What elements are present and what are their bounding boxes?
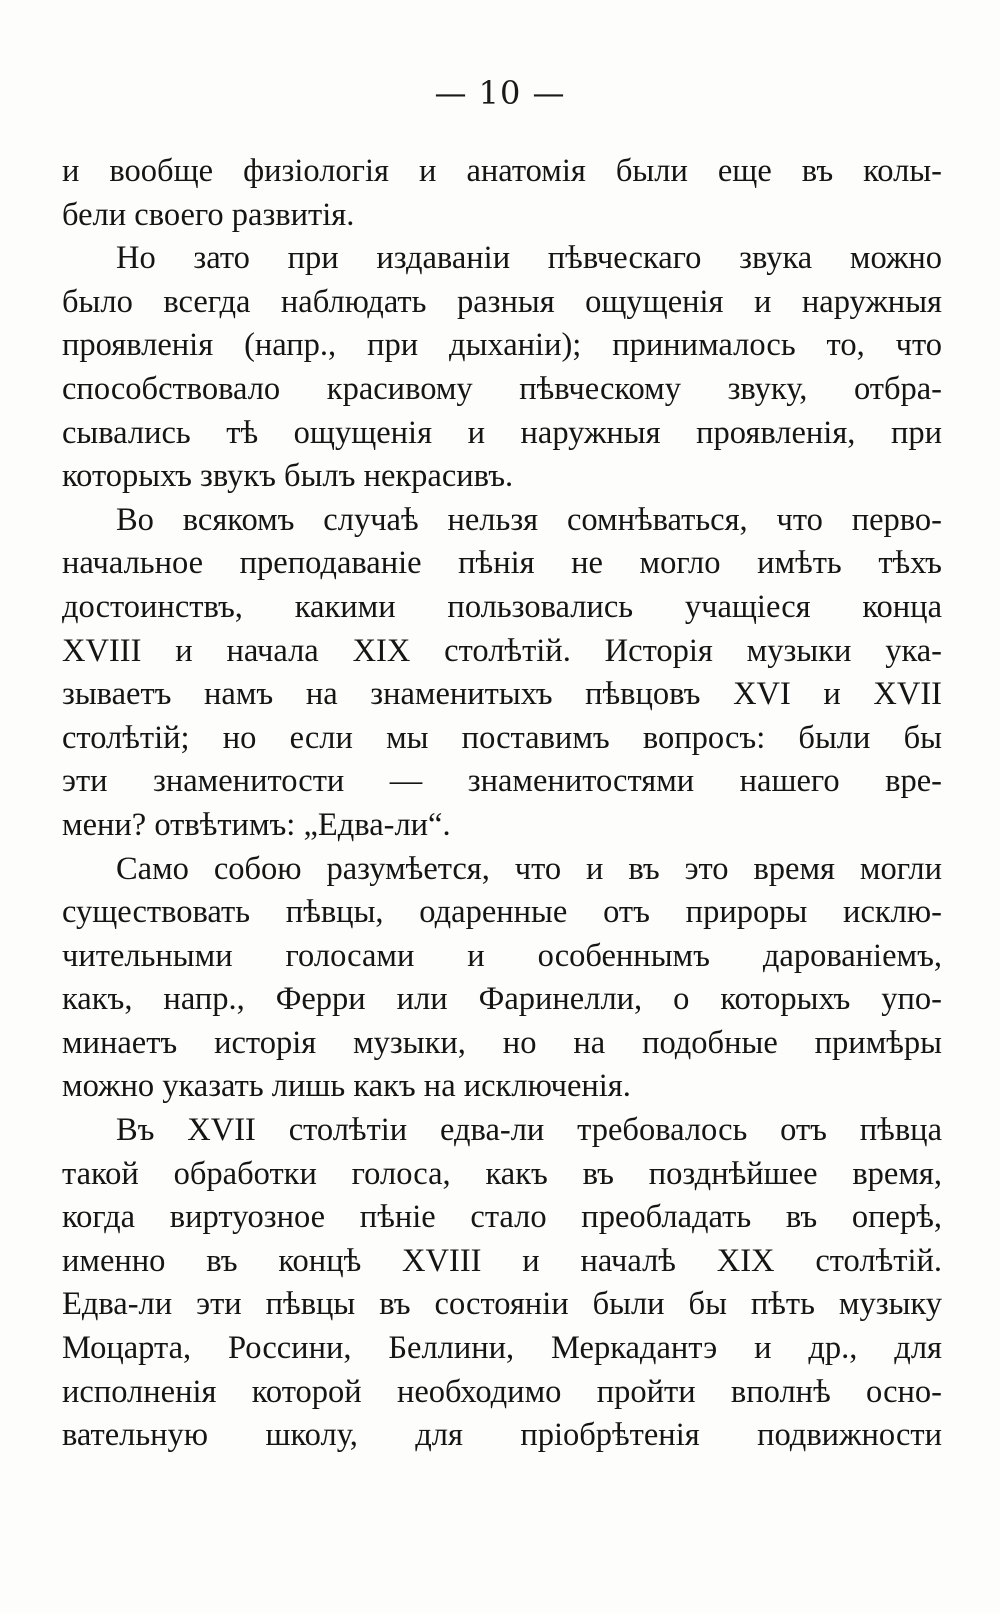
text-line: эти знаменитости — знаменитостями нашего вре- xyxy=(62,763,942,800)
text-line: чительными голосами и особеннымъ дарованіемъ, xyxy=(62,937,942,974)
page-number: — 10 — xyxy=(434,74,566,112)
text-line: было всегда наблюдать разныя ощущенія и наружныя xyxy=(62,283,942,320)
text-line: именно въ концѣ XVIII и началѣ XIX столѣтій. xyxy=(62,1242,942,1279)
text-line: достоинствъ, какими пользовались учащіеся конца xyxy=(62,588,942,625)
text-line: сывались тѣ ощущенія и наружныя проявленія, при xyxy=(62,414,942,451)
text-line: можно указать лишь какъ на исключенія. xyxy=(62,1068,631,1105)
text-line: и вообще физіологія и анатомія были еще въ колы- xyxy=(62,153,942,189)
text-line: минаетъ исторія музыки, но на подобные примѣры xyxy=(62,1024,942,1061)
text-line: Моцарта, Россини, Беллини, Меркадантэ и др., для xyxy=(62,1330,942,1367)
text-line: зываетъ намъ на знаменитыхъ пѣвцовъ XVI и XVII xyxy=(62,676,942,713)
text-line: когда виртуозное пѣніе стало преобладать въ оперѣ, xyxy=(62,1199,942,1236)
text-line: Но зато при издаваніи пѣвческаго звука можно xyxy=(116,240,942,277)
text-line: столѣтій; но если мы поставимъ вопросъ: были бы xyxy=(62,719,942,756)
text-line: какъ, напр., Ферри или Фаринелли, о которыхъ упо- xyxy=(62,981,942,1018)
text-line: проявленія (напр., при дыханіи); принималось то, что xyxy=(62,327,942,364)
text-line: бели своего развитія. xyxy=(62,196,355,233)
text-line: вательную школу, для пріобрѣтенія подвижности xyxy=(62,1417,942,1454)
text-line: Само собою разумѣется, что и въ это время могли xyxy=(116,850,942,887)
text-line: исполненія которой необходимо пройти вполнѣ осно- xyxy=(62,1373,942,1410)
text-line: XVIII и начала XIX столѣтій. Исторія музыки ука- xyxy=(62,632,942,669)
text-line: Во всякомъ случаѣ нельзя сомнѣваться, что перво- xyxy=(116,501,942,538)
text-line: начальное преподаваніе пѣнія не могло имѣть тѣхъ xyxy=(62,545,942,582)
text-line: Въ XVII столѣтіи едва-ли требовалось отъ пѣвца xyxy=(116,1112,942,1149)
text-line: существовать пѣвцы, одаренные отъ прироры исклю- xyxy=(62,894,942,931)
text-line: способствовало красивому пѣвческому звуку, отбра- xyxy=(62,370,942,407)
body-text xyxy=(62,150,942,1458)
text-line: такой обработки голоса, какъ въ позднѣйшее время, xyxy=(62,1155,942,1192)
text-line: мени? отвѣтимъ: „Едва-ли“. xyxy=(62,806,451,843)
text-line: которыхъ звукъ былъ некрасивъ. xyxy=(62,458,514,495)
text-line: Едва-ли эти пѣвцы въ состояніи были бы пѣть музыку xyxy=(62,1286,942,1323)
